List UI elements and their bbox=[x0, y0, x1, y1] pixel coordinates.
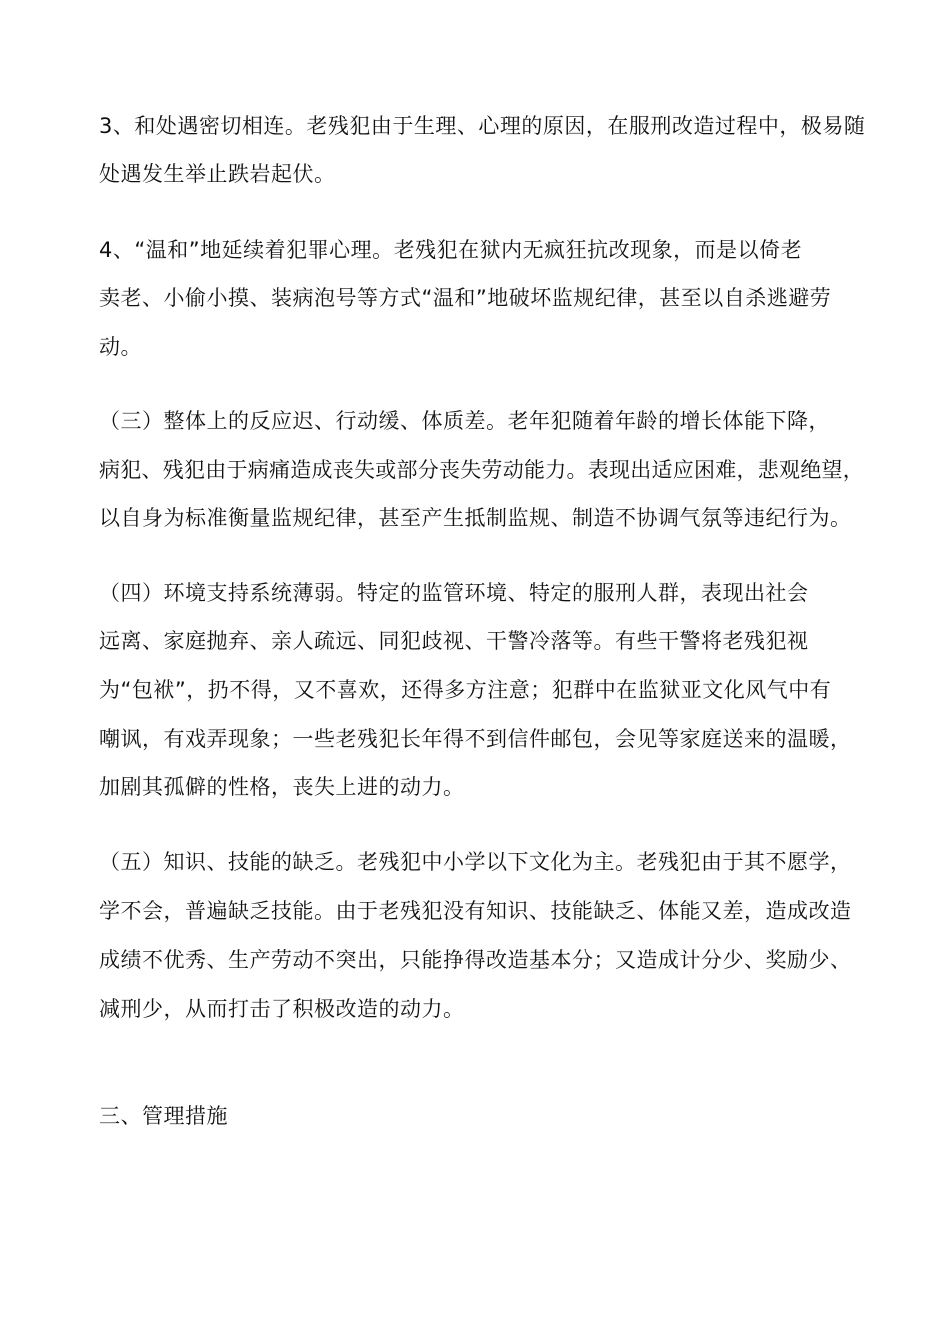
paragraph-4-line-2: 远离、家庭抛弃、亲人疏远、同犯歧视、干警冷落等。有些干警将老残犯视 bbox=[99, 629, 809, 653]
paragraph-5-line-2: 学不会，普遍缺乏技能。由于老残犯没有知识、技能缺乏、体能又差，造成改造 bbox=[99, 899, 852, 923]
paragraph-1-line-2: 处遇发生举止跌岩起伏。 bbox=[99, 162, 336, 186]
paragraph-4-line-1: （四）环境支持系统薄弱。特定的监管环境、特定的服刑人群，表现出社会 bbox=[99, 581, 809, 605]
paragraph-3-line-3: 以自身为标准衡量监规纪律，甚至产生抵制监规、制造不协调气氛等违纪行为。 bbox=[99, 506, 852, 530]
paragraph-3-line-1: （三）整体上的反应迟、行动缓、体质差。老年犯随着年龄的增长体能下降， bbox=[99, 409, 830, 433]
paragraph-1-line-1: 3、和处遇密切相连。老残犯由于生理、心理的原因，在服刑改造过程中，极易随 bbox=[99, 114, 866, 138]
paragraph-5-line-3: 成绩不优秀、生产劳动不突出，只能挣得改造基本分；又造成计分少、奖励少、 bbox=[99, 948, 852, 972]
paragraph-4-line-4: 嘲讽，有戏弄现象；一些老残犯长年得不到信件邮包，会见等家庭送来的温暖， bbox=[99, 727, 852, 751]
paragraph-3-line-2: 病犯、残犯由于病痛造成丧失或部分丧失劳动能力。表现出适应困难，悲观绝望， bbox=[99, 458, 864, 482]
paragraph-5-line-4: 减刑少，从而打击了积极改造的动力。 bbox=[99, 997, 465, 1021]
paragraph-5-line-1: （五）知识、技能的缺乏。老残犯中小学以下文化为主。老残犯由于其不愿学， bbox=[99, 850, 852, 874]
paragraph-4-line-3: 为“包袱”，扔不得，又不喜欢，还得多方注意；犯群中在监狱亚文化风气中有 bbox=[99, 678, 832, 702]
paragraph-4-line-5: 加剧其孤僻的性格，丧失上进的动力。 bbox=[99, 775, 465, 799]
section-heading: 三、管理措施 bbox=[99, 1104, 228, 1128]
paragraph-2-line-1: 4、“温和”地延续着犯罪心理。老残犯在狱内无疯狂抗改现象，而是以倚老 bbox=[99, 238, 803, 262]
paragraph-2-line-2: 卖老、小偷小摸、装病泡号等方式“温和”地破坏监规纪律，甚至以自杀逃避劳 bbox=[99, 286, 832, 310]
paragraph-2-line-3: 动。 bbox=[99, 335, 142, 359]
